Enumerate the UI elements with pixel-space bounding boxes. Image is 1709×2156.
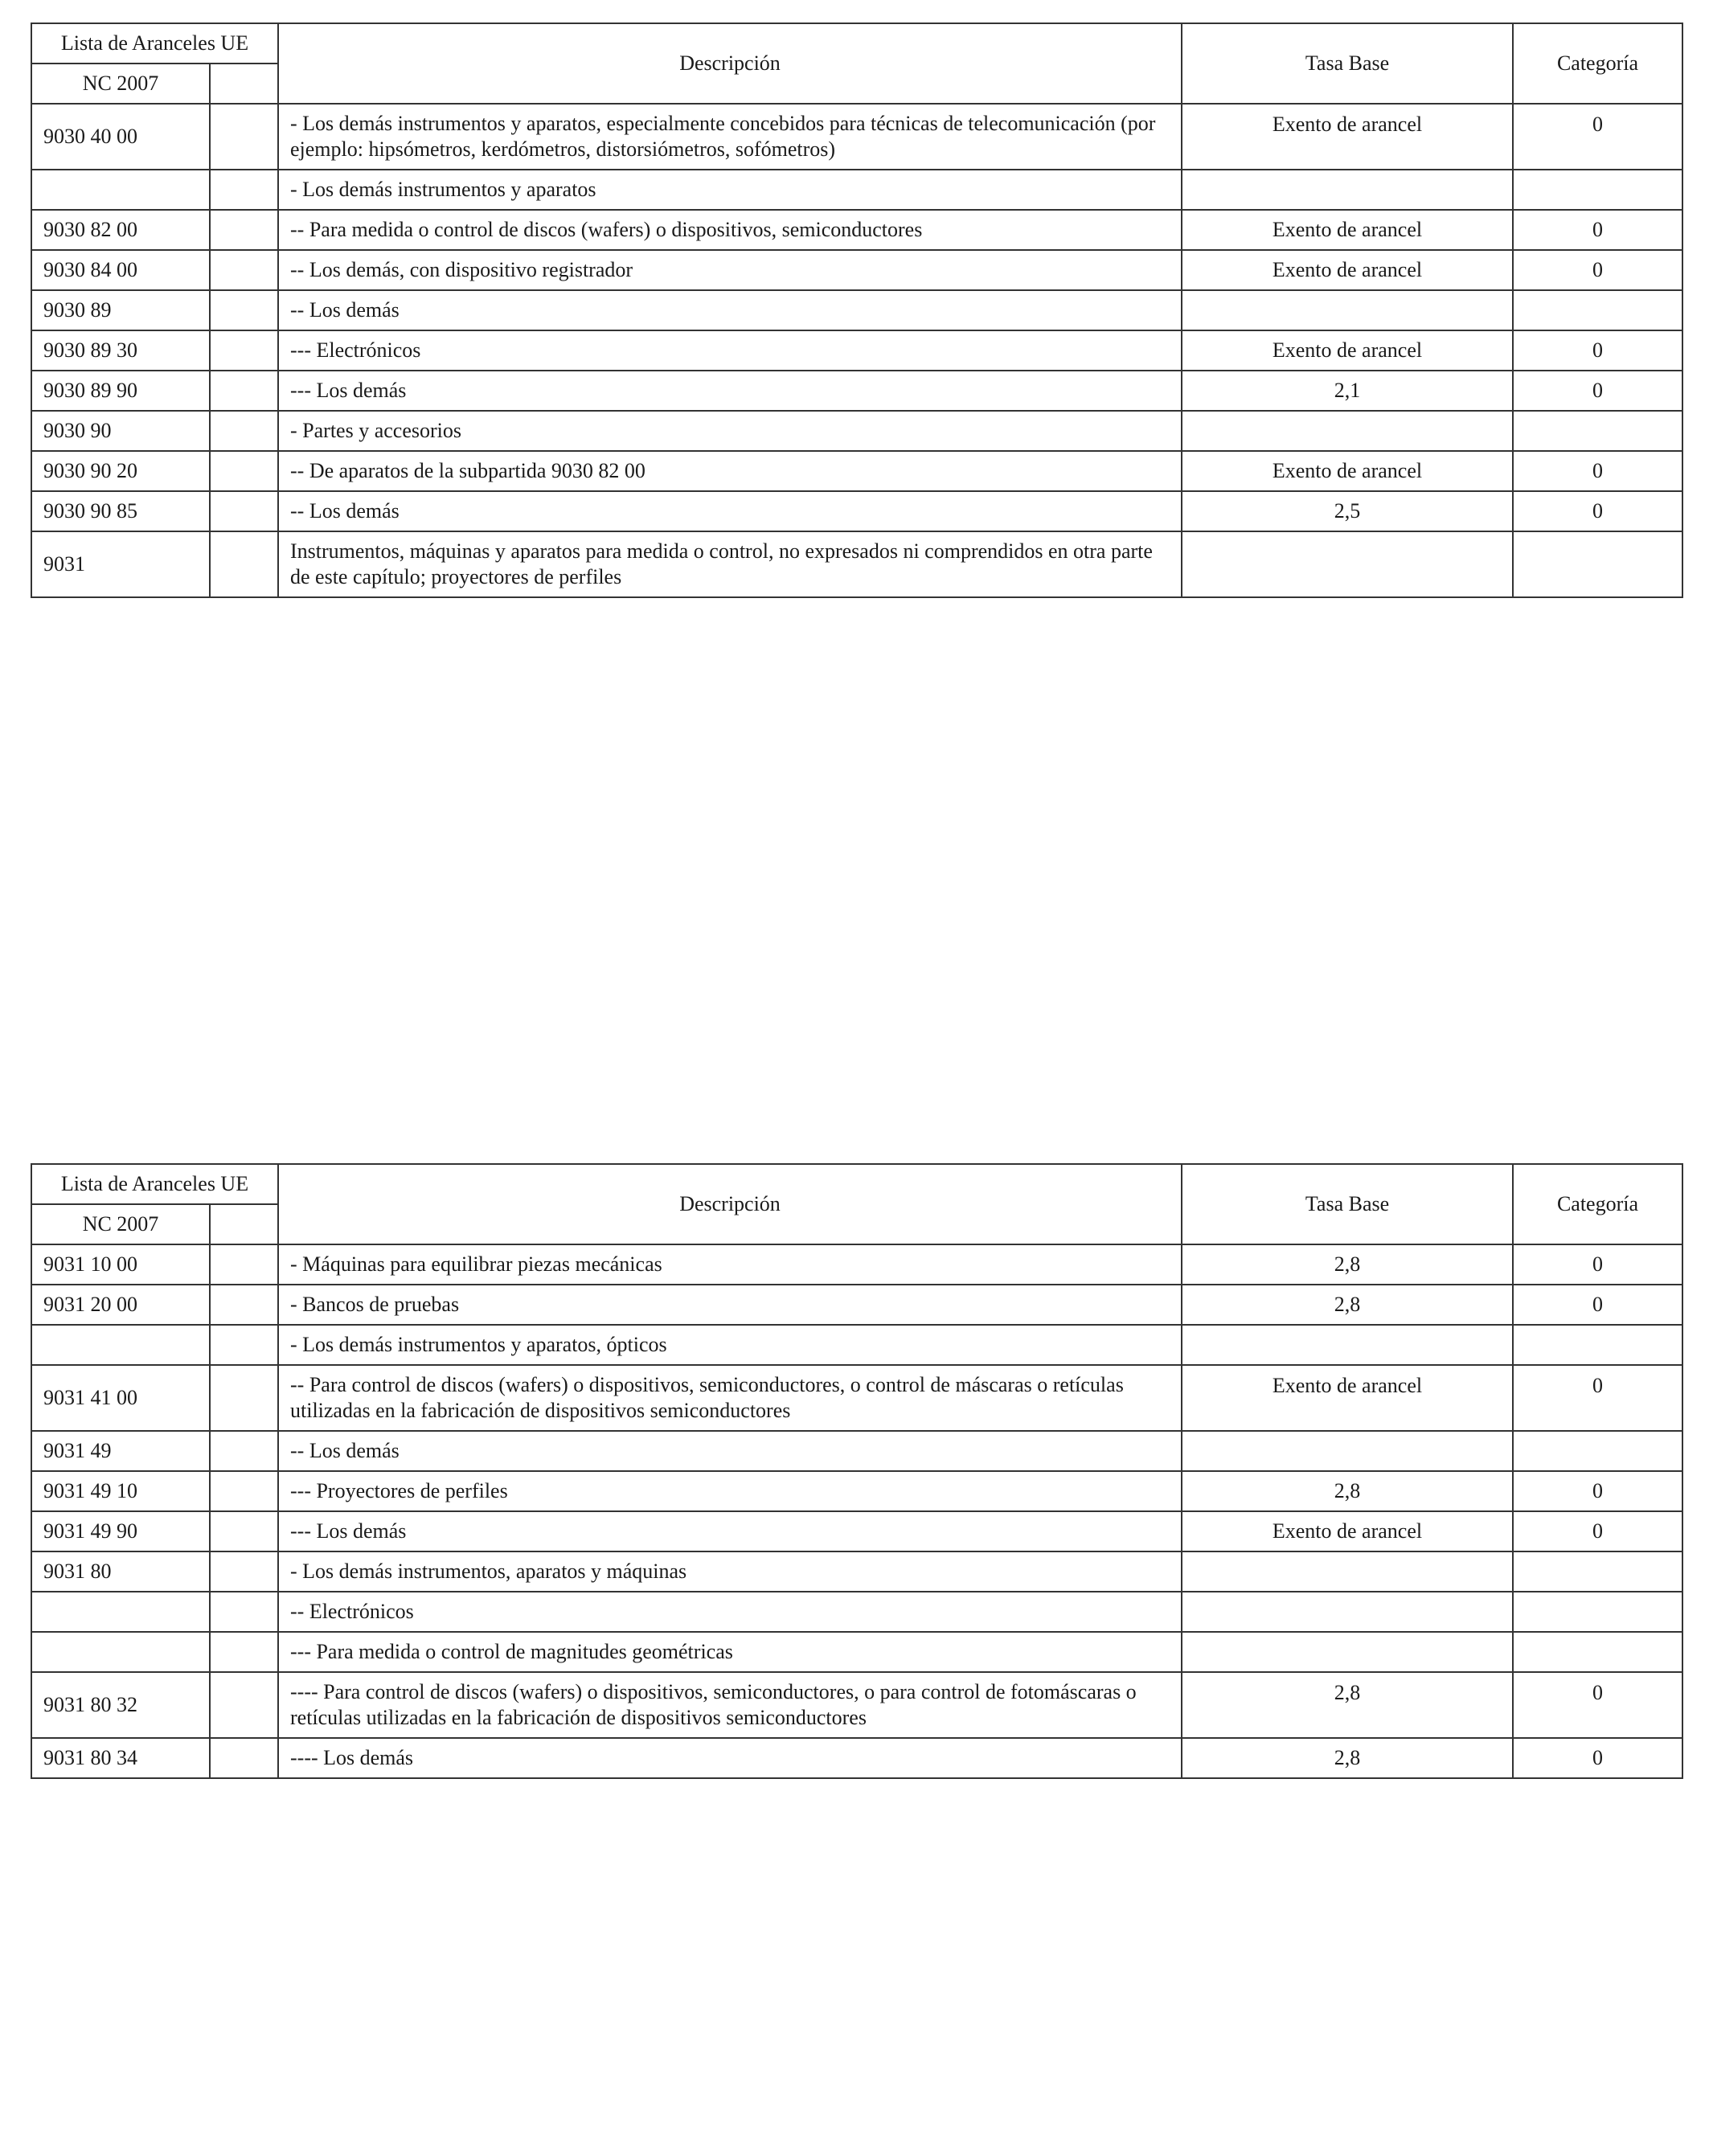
header-lista: Lista de Aranceles UE (31, 1164, 278, 1204)
category-cell (1513, 1431, 1682, 1471)
table-row (31, 1244, 1682, 1285)
rate-cell: 2,8 (1182, 1471, 1513, 1511)
header-descripcion: Descripción (278, 23, 1182, 104)
blank-cell (210, 1325, 278, 1365)
rate-cell (1182, 1551, 1513, 1592)
description-cell: - Los demás instrumentos y aparatos (278, 170, 1182, 210)
code-cell: 9030 89 (31, 290, 210, 330)
header-blank (210, 1204, 278, 1244)
header-nc-2007: NC 2007 (31, 64, 210, 104)
code-cell: 9030 90 85 (31, 491, 210, 531)
table-row (31, 1672, 1682, 1738)
header-lista: Lista de Aranceles UE (31, 23, 278, 64)
category-cell: 0 (1513, 1738, 1682, 1778)
code-cell: 9031 20 00 (31, 1285, 210, 1325)
category-cell: 0 (1513, 210, 1682, 250)
table-row (31, 1592, 1682, 1632)
blank-cell (210, 1551, 278, 1592)
code-cell (31, 1632, 210, 1672)
rate-cell: 2,8 (1182, 1672, 1513, 1738)
blank-cell (210, 1471, 278, 1511)
blank-cell (210, 411, 278, 451)
table-row (31, 411, 1682, 451)
description-cell: ---- Los demás (278, 1738, 1182, 1778)
code-cell: 9031 41 00 (31, 1365, 210, 1431)
code-cell: 9031 49 10 (31, 1471, 210, 1511)
code-cell: 9030 89 90 (31, 371, 210, 411)
rate-cell: Exento de arancel (1182, 104, 1513, 170)
rate-cell (1182, 531, 1513, 597)
blank-cell (210, 1632, 278, 1672)
blank-cell (210, 290, 278, 330)
category-cell: 0 (1513, 451, 1682, 491)
tariff-table-1 (31, 23, 1683, 598)
description-cell: --- Proyectores de perfiles (278, 1471, 1182, 1511)
category-cell: 0 (1513, 330, 1682, 371)
blank-cell (210, 1365, 278, 1431)
rate-cell: 2,8 (1182, 1244, 1513, 1285)
table-row (31, 1551, 1682, 1592)
table-row (31, 104, 1682, 170)
blank-cell (210, 170, 278, 210)
table-row (31, 1738, 1682, 1778)
description-cell: - Los demás instrumentos y aparatos, ópticos (278, 1325, 1182, 1365)
rate-cell (1182, 170, 1513, 210)
rate-cell: 2,8 (1182, 1285, 1513, 1325)
header-nc-2007: NC 2007 (31, 1204, 210, 1244)
table-row (31, 1471, 1682, 1511)
blank-cell (210, 531, 278, 597)
rate-cell: Exento de arancel (1182, 1511, 1513, 1551)
table-row (31, 1632, 1682, 1672)
rate-cell: Exento de arancel (1182, 451, 1513, 491)
blank-cell (210, 1672, 278, 1738)
category-cell (1513, 1325, 1682, 1365)
rate-cell: Exento de arancel (1182, 250, 1513, 290)
rate-cell: 2,1 (1182, 371, 1513, 411)
category-cell: 0 (1513, 250, 1682, 290)
blank-cell (210, 451, 278, 491)
code-cell: 9030 84 00 (31, 250, 210, 290)
category-cell (1513, 411, 1682, 451)
blank-cell (210, 104, 278, 170)
code-cell: 9030 89 30 (31, 330, 210, 371)
blank-cell (210, 250, 278, 290)
description-cell: --- Para medida o control de magnitudes geométricas (278, 1632, 1182, 1672)
blank-cell (210, 1511, 278, 1551)
header-descripcion: Descripción (278, 1164, 1182, 1244)
code-cell (31, 170, 210, 210)
table-row (31, 491, 1682, 531)
table-row (31, 1365, 1682, 1431)
table-row (31, 330, 1682, 371)
description-cell: - Los demás instrumentos y aparatos, especialmente concebidos para técnicas de telecomunicación (por ejemplo: hipsómetros, kerdómetros, distorsiómetros, sofómetros) (278, 104, 1182, 170)
code-cell: 9031 49 90 (31, 1511, 210, 1551)
code-cell: 9031 80 (31, 1551, 210, 1592)
table-row (31, 250, 1682, 290)
blank-cell (210, 371, 278, 411)
category-cell: 0 (1513, 1244, 1682, 1285)
description-cell: --- Los demás (278, 371, 1182, 411)
blank-cell (210, 1244, 278, 1285)
table-row (31, 1325, 1682, 1365)
code-cell: 9030 40 00 (31, 104, 210, 170)
category-cell: 0 (1513, 1511, 1682, 1551)
category-cell: 0 (1513, 491, 1682, 531)
code-cell: 9031 80 32 (31, 1672, 210, 1738)
blank-cell (210, 330, 278, 371)
table-row (31, 531, 1682, 597)
rate-cell (1182, 1592, 1513, 1632)
rate-cell (1182, 290, 1513, 330)
category-cell (1513, 1632, 1682, 1672)
rate-cell: Exento de arancel (1182, 1365, 1513, 1431)
blank-cell (210, 1738, 278, 1778)
header-categoria: Categoría (1513, 1164, 1682, 1244)
code-cell: 9030 82 00 (31, 210, 210, 250)
rate-cell: 2,5 (1182, 491, 1513, 531)
rate-cell: Exento de arancel (1182, 210, 1513, 250)
category-cell (1513, 290, 1682, 330)
code-cell: 9030 90 20 (31, 451, 210, 491)
category-cell: 0 (1513, 104, 1682, 170)
description-cell: - Máquinas para equilibrar piezas mecánicas (278, 1244, 1182, 1285)
table-row (31, 451, 1682, 491)
description-cell: -- Para control de discos (wafers) o dispositivos, semiconductores, o control de máscaras o retículas utilizadas en la fabricación de dispositivos semiconductores (278, 1365, 1182, 1431)
rate-cell (1182, 1325, 1513, 1365)
table-row (31, 1431, 1682, 1471)
category-cell: 0 (1513, 1365, 1682, 1431)
description-cell: -- Los demás (278, 1431, 1182, 1471)
category-cell: 0 (1513, 1672, 1682, 1738)
category-cell: 0 (1513, 371, 1682, 411)
category-cell (1513, 1592, 1682, 1632)
rate-cell: Exento de arancel (1182, 330, 1513, 371)
code-cell (31, 1592, 210, 1632)
table-row (31, 290, 1682, 330)
description-cell: -- Los demás (278, 491, 1182, 531)
description-cell: -- Los demás (278, 290, 1182, 330)
rate-cell: 2,8 (1182, 1738, 1513, 1778)
description-cell: - Partes y accesorios (278, 411, 1182, 451)
tariff-table-2 (31, 1163, 1683, 1779)
code-cell: 9031 80 34 (31, 1738, 210, 1778)
rate-cell (1182, 1632, 1513, 1672)
code-cell: 9031 10 00 (31, 1244, 210, 1285)
table-row (31, 1511, 1682, 1551)
category-cell (1513, 1551, 1682, 1592)
rate-cell (1182, 411, 1513, 451)
code-cell: 9031 49 (31, 1431, 210, 1471)
table-row (31, 210, 1682, 250)
code-cell (31, 1325, 210, 1365)
rate-cell (1182, 1431, 1513, 1471)
header-tasa-base: Tasa Base (1182, 1164, 1513, 1244)
category-cell: 0 (1513, 1471, 1682, 1511)
code-cell: 9030 90 (31, 411, 210, 451)
description-cell: -- De aparatos de la subpartida 9030 82 00 (278, 451, 1182, 491)
category-cell: 0 (1513, 1285, 1682, 1325)
blank-cell (210, 491, 278, 531)
code-cell: 9031 (31, 531, 210, 597)
description-cell: -- Electrónicos (278, 1592, 1182, 1632)
header-categoria: Categoría (1513, 23, 1682, 104)
description-cell: --- Los demás (278, 1511, 1182, 1551)
category-cell (1513, 531, 1682, 597)
blank-cell (210, 1431, 278, 1471)
table-row (31, 1285, 1682, 1325)
category-cell (1513, 170, 1682, 210)
description-cell: -- Los demás, con dispositivo registrador (278, 250, 1182, 290)
blank-cell (210, 1592, 278, 1632)
header-tasa-base: Tasa Base (1182, 23, 1513, 104)
description-cell: - Los demás instrumentos, aparatos y máquinas (278, 1551, 1182, 1592)
description-cell: ---- Para control de discos (wafers) o dispositivos, semiconductores, o para control de fotomáscaras o retículas utilizadas en la fabricación de dispositivos semiconductores (278, 1672, 1182, 1738)
blank-cell (210, 210, 278, 250)
description-cell: Instrumentos, máquinas y aparatos para medida o control, no expresados ni comprendidos en otra parte de este capítulo; proyectores de perfiles (278, 531, 1182, 597)
blank-cell (210, 1285, 278, 1325)
table-row (31, 170, 1682, 210)
header-blank (210, 64, 278, 104)
table-row (31, 371, 1682, 411)
description-cell: -- Para medida o control de discos (wafers) o dispositivos, semiconductores (278, 210, 1182, 250)
description-cell: - Bancos de pruebas (278, 1285, 1182, 1325)
description-cell: --- Electrónicos (278, 330, 1182, 371)
